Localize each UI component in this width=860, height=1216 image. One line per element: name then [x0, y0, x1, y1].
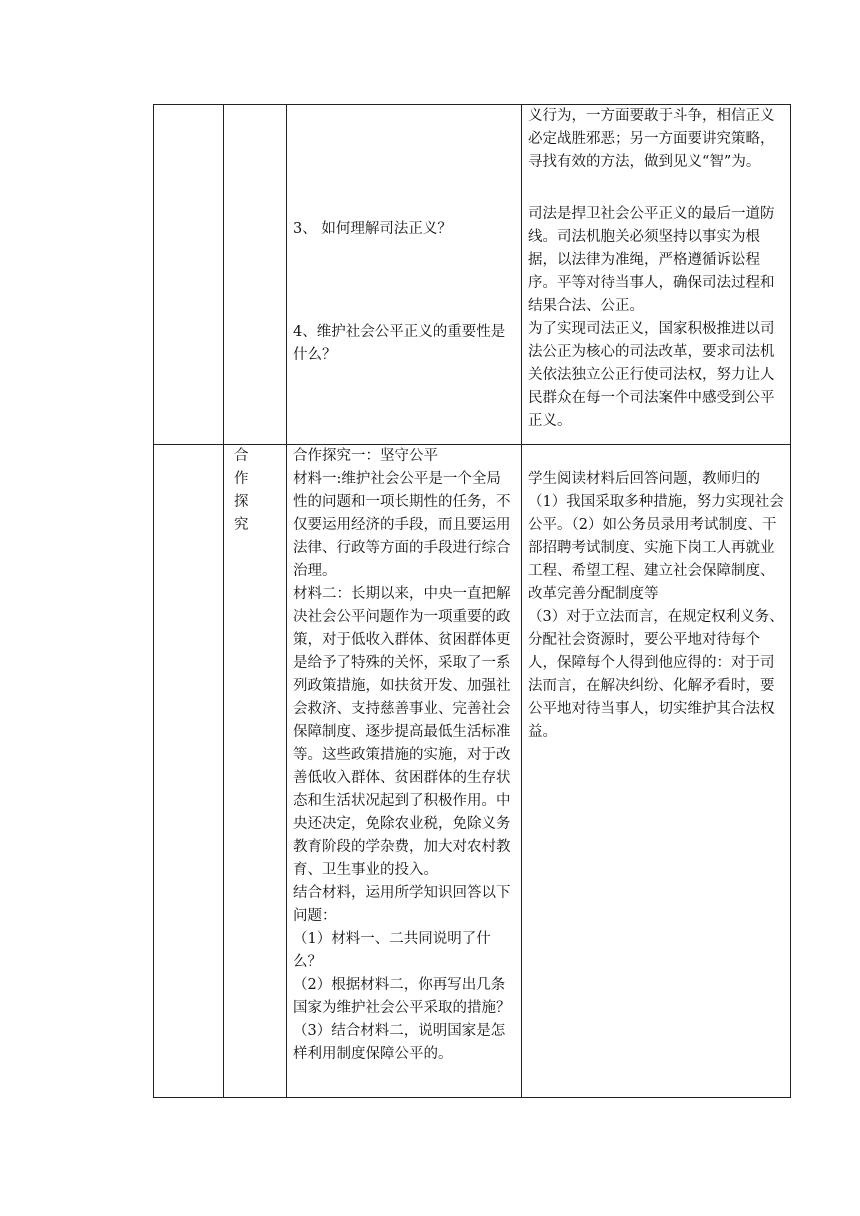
answer-cell: [522, 105, 791, 445]
question-item: （2）根据材料二，你再写出几条国家为维护社会公平采取的措施？: [293, 977, 511, 1016]
phase-cell: [154, 445, 224, 1098]
task-prompt: 结合材料，运用所学知识回答以下问题：: [293, 885, 511, 924]
material-one: 材料一:维护社会公平是一个全局性的问题和一项长期性的任务，不仅要运用经济的手段，而且要运用法律、行政等方面的手段进行综合治理。: [293, 471, 511, 579]
answer-text: （3）对于立法而言，在规定权利义务、分配社会资源时，要公平地对待每个人，保障每个人得到他应得的：对于司法而言，在解决纠纷、化解矛看时，要公平地对待当事人，切实维护其合法权益。: [528, 609, 784, 740]
activity-cell: [287, 445, 522, 1098]
answer-text: （1）我国采取多种措施，努力实现社会公平。（2）如公务员录用考试制度、干部招聘考试制度、实施下岗工人再就业工程、希望工程、建立社会保障制度、改革完善分配制度等: [528, 494, 784, 602]
activity-title: 合作探究一：坚守公平: [293, 448, 438, 464]
answer-text: 司法是捍卫社会公平正义的最后一道防线。司法机胞关必须坚持以事实为根据，以法律为准绳，严格遵循诉讼程序。平等对待当事人，确保司法过程和结果合法、公正。: [528, 206, 775, 314]
lesson-plan-table: [153, 104, 791, 1098]
question-cell: [287, 105, 522, 445]
question-item: （3）结合材料二，说明国家是怎样利用制度保障公平的。: [293, 1023, 506, 1062]
answer-text: 为了实现司法正义，国家积极推进以司法公正为核心的司法改革，要求司法机关依法独立公正行使司法权，努力让人民群众在每一个司法案件中感受到公平正义。: [528, 321, 775, 429]
question-3: 3、 如何理解司法正义？: [293, 221, 452, 237]
answer-text: 学生阅读材料后回答问题，教师归的: [528, 471, 760, 487]
table-row: [154, 445, 791, 1098]
table-row: [154, 105, 791, 445]
question-4: 4、维护社会公平正义的重要性是什么？: [293, 324, 506, 363]
phase-cell: [154, 105, 224, 445]
stage-label: 合 作 探 究: [224, 445, 287, 1098]
answer-text: 义行为，一方面要敢于斗争，相信正义必定战胜邪恶；另一方面要讲究策略，寻找有效的方法，做到见义“智”为。: [528, 108, 775, 170]
material-two: 材料二：长期以来，中央一直把解决社会公平问题作为一项重要的政策，对于低收入群体、贫困群体更是给予了特殊的关怀，采取了一系列政策措施，如扶贫开发、加强社会救济、支持慈善事业、完善社会保障制度、逐步提高最低生活标准等。这些政策措施的实施，对于改善低收入群体、贫困群体的生存状态和生活状况起到了积极作用。中央还决定，免除农业税，免除义务教育阶段的学杂费，加大对农村教育、卫生事业的投入。: [293, 586, 511, 878]
answer-cell: [522, 445, 791, 1098]
question-item: （1）材料一、二共同说明了什么？: [293, 931, 491, 970]
stage-cell: [224, 105, 287, 445]
